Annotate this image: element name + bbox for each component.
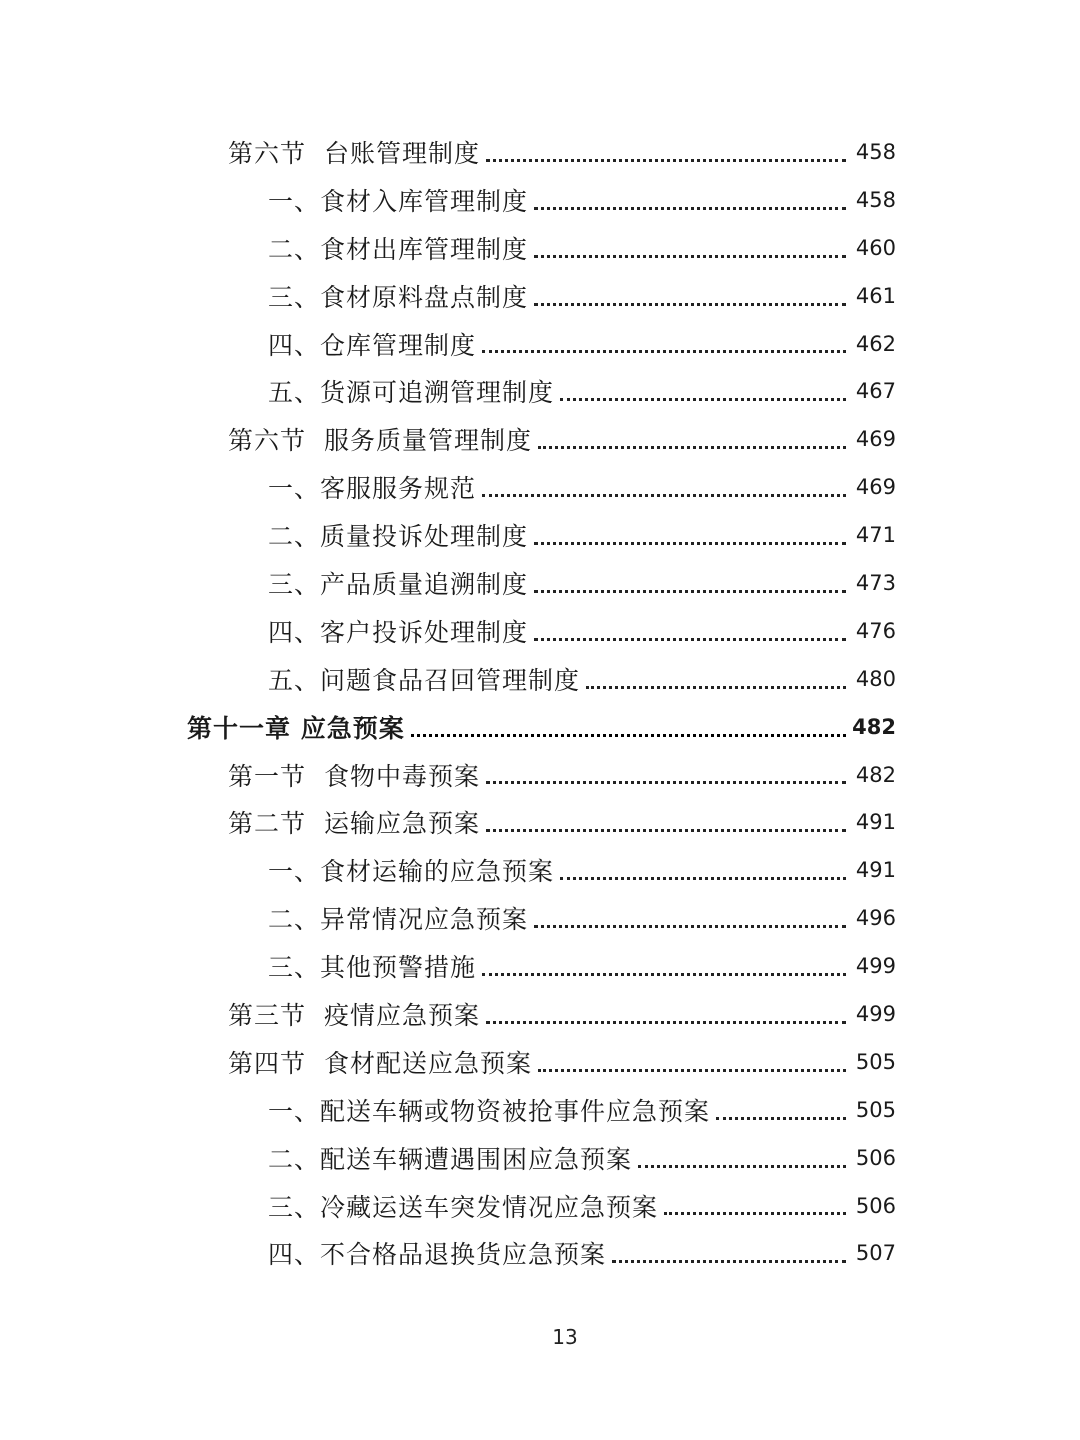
toc-entry-title: 客户投诉处理制度 [320,617,529,647]
toc-section-entry [0,128,1080,176]
toc-entry-title: 异常情况应急预案 [320,905,529,935]
toc-entry-title: 问题食品召回管理制度 [320,665,581,695]
toc-entry-prefix: 五、 [268,378,321,408]
toc-entry-page-number: 480 [855,666,896,691]
dot-leader [534,589,846,593]
toc-entry-prefix: 第六节 [228,426,307,456]
toc-entry-page-number: 496 [855,906,896,931]
toc-entry-page-number: 461 [855,283,896,308]
toc-entry-prefix: 五、 [268,665,321,695]
toc-section-entry [0,798,1080,846]
toc-entry-title: 不合格品退换货应急预案 [320,1240,607,1270]
dot-leader [586,685,846,689]
toc-entry-title: 食材原料盘点制度 [320,282,529,312]
toc-entry-title: 台账管理制度 [324,138,481,168]
toc-entry-prefix: 第二节 [228,809,307,839]
dot-leader [560,397,846,401]
toc-entry-title: 食材配送应急预案 [324,1048,533,1078]
toc-entry-prefix: 第四节 [228,1048,307,1078]
toc-entry-page-number: 476 [855,618,896,643]
toc-subsection-entry [0,511,1080,559]
toc-entry-prefix: 第一节 [228,761,307,791]
toc-entry-title: 配送车辆或物资被抢事件应急预案 [320,1096,711,1126]
toc-entry-page-number: 458 [855,139,896,164]
toc-subsection-entry [0,1134,1080,1182]
toc-entry-title: 运输应急预案 [324,809,481,839]
toc-entry-page-number: 499 [855,1001,896,1026]
toc-entry-prefix: 一、 [268,186,321,216]
toc-entry-page-number: 506 [855,1145,896,1170]
dot-leader [534,541,846,545]
toc-entry-page-number: 506 [855,1193,896,1218]
toc-subsection-entry [0,320,1080,368]
toc-entry-title: 货源可追溯管理制度 [320,378,555,408]
toc-section-entry [0,751,1080,799]
toc-entry-title: 食材入库管理制度 [320,186,529,216]
toc-section-entry [0,1038,1080,1086]
toc-entry-page-number: 473 [855,570,896,595]
table-of-contents [0,128,1080,1277]
dot-leader [411,733,846,737]
toc-entry-title: 质量投诉处理制度 [320,522,529,552]
toc-entry-title: 仓库管理制度 [320,330,477,360]
toc-entry-prefix: 四、 [268,617,321,647]
toc-entry-title: 客服服务规范 [320,474,477,504]
toc-entry-page-number: 499 [855,954,896,979]
toc-subsection-entry [0,176,1080,224]
toc-entry-title: 疫情应急预案 [324,1000,481,1030]
toc-entry-prefix: 三、 [268,282,321,312]
toc-entry-title: 其他预警措施 [320,953,477,983]
dot-leader [486,828,846,832]
toc-entry-page-number: 469 [855,475,896,500]
toc-entry-page-number: 507 [855,1241,896,1266]
dot-leader [486,780,846,784]
toc-entry-page-number: 458 [855,187,896,212]
toc-subsection-entry [0,463,1080,511]
toc-entry-prefix: 三、 [268,569,321,599]
toc-entry-page-number: 469 [855,427,896,452]
toc-section-entry [0,415,1080,463]
dot-leader [534,302,846,306]
toc-entry-prefix: 二、 [268,1144,321,1174]
toc-entry-prefix: 三、 [268,953,321,983]
dot-leader [560,876,846,880]
toc-entry-prefix: 一、 [268,474,321,504]
toc-entry-title: 服务质量管理制度 [324,426,533,456]
dot-leader [612,1259,846,1263]
toc-entry-prefix: 二、 [268,522,321,552]
toc-entry-prefix: 二、 [268,905,321,935]
toc-entry-page-number: 482 [855,762,896,787]
toc-subsection-entry [0,1182,1080,1230]
toc-entry-prefix: 四、 [268,1240,321,1270]
toc-section-entry [0,990,1080,1038]
toc-entry-prefix: 第六节 [228,138,307,168]
toc-subsection-entry [0,1229,1080,1277]
dot-leader [482,972,846,976]
dot-leader [482,349,846,353]
toc-subsection-entry [0,367,1080,415]
toc-entry-page-number: 467 [855,379,896,404]
dot-leader [534,254,846,258]
toc-subsection-entry [0,272,1080,320]
toc-entry-page-number: 491 [855,810,896,835]
dot-leader [534,924,846,928]
toc-entry-prefix: 三、 [268,1192,321,1222]
toc-subsection-entry [0,846,1080,894]
toc-subsection-entry [0,607,1080,655]
toc-entry-prefix: 第三节 [228,1000,307,1030]
toc-entry-prefix: 第十一章 [187,713,292,743]
dot-leader [716,1116,846,1120]
toc-entry-title: 食材运输的应急预案 [320,857,555,887]
toc-subsection-entry [0,1086,1080,1134]
dot-leader [664,1211,846,1215]
toc-entry-prefix: 四、 [268,330,321,360]
page-number: 13 [552,1325,578,1349]
toc-entry-page-number: 462 [855,331,896,356]
toc-entry-title: 冷藏运送车突发情况应急预案 [320,1192,659,1222]
dot-leader [538,1068,846,1072]
dot-leader [538,445,846,449]
dot-leader [534,206,846,210]
toc-entry-prefix: 二、 [268,234,321,264]
dot-leader [534,637,846,641]
toc-entry-page-number: 460 [855,235,896,260]
toc-entry-page-number: 491 [855,858,896,883]
toc-entry-title: 食材出库管理制度 [320,234,529,264]
toc-entry-page-number: 505 [855,1097,896,1122]
toc-subsection-entry [0,224,1080,272]
dot-leader [486,1020,846,1024]
toc-entry-page-number: 482 [852,714,896,739]
toc-subsection-entry [0,655,1080,703]
dot-leader [482,493,846,497]
toc-entry-title: 产品质量追溯制度 [320,569,529,599]
toc-entry-prefix: 一、 [268,857,321,887]
dot-leader [486,158,846,162]
toc-entry-page-number: 471 [855,523,896,548]
toc-subsection-entry [0,559,1080,607]
toc-entry-prefix: 一、 [268,1096,321,1126]
toc-entry-title: 应急预案 [300,713,405,743]
toc-chapter-entry [0,703,1080,751]
toc-entry-title: 食物中毒预案 [324,761,481,791]
toc-subsection-entry [0,942,1080,990]
dot-leader [638,1164,846,1168]
toc-entry-page-number: 505 [855,1049,896,1074]
toc-entry-title: 配送车辆遭遇围困应急预案 [320,1144,633,1174]
toc-subsection-entry [0,894,1080,942]
